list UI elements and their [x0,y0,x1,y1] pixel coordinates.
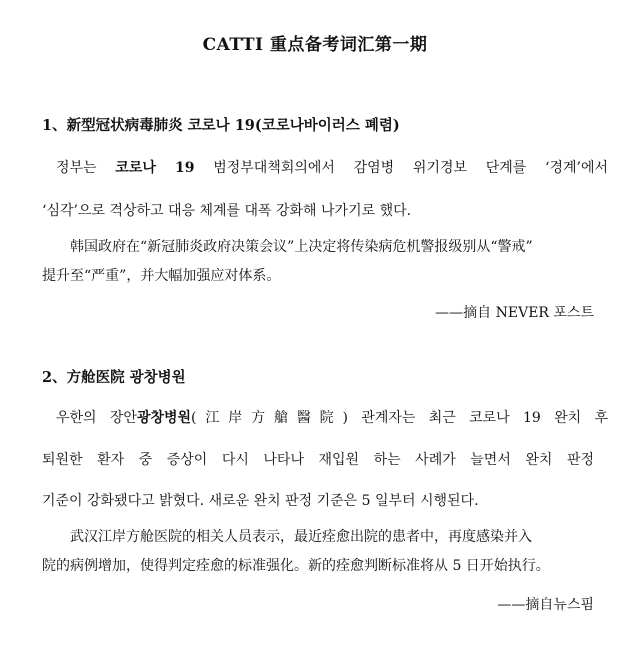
entry-1-korean-line-2: ‘심각’으로 격상하고 대응 체계를 대폭 강화해 나가기로 했다. [42,203,412,219]
entry-2-chinese-line-1: 武汉江岸方舱医院的相关人员表示，最近痊愈出院的患者中，再度感染并入 [70,529,532,545]
entry-2-source: ——摘自뉴스핌 [497,597,594,613]
entry-2-korean-line-1 [42,407,608,427]
entry-1-heading: 1、新型冠状病毒肺炎 코로나 19(코로나바이러스 폐렴) [42,117,400,134]
entry-1-korean-term: 코로나 19 [115,160,195,176]
entry-2-korean-text: (江岸方艙醫院) 관계자는 최근 코로나 19 완치 후 [191,410,608,426]
entry-2-chinese-line-2: 院的病例增加，使得判定痊愈的标准强化。新的痊愈判断标准将从 5 日开始执行。 [42,558,550,574]
document-title: CATTI 重点备考词汇第一期 [202,35,428,55]
entry-2-heading: 2、方舱医院 광창병원 [42,369,186,386]
entry-1-korean-text: 범정부대책회의에서 감염병 위기경보 단계를 ‘경계’에서 [194,160,609,176]
entry-2-korean-term: 광창병원 [136,410,192,426]
entry-1-korean-text: 정부는 [56,160,116,176]
entry-1-chinese-line-2: 提升至“严重”，并大幅加强应对体系。 [42,268,281,284]
entry-2-korean-line-2: 퇴원한 환자 중 증상이 다시 나타나 재입원 하는 사례가 늘면서 완치 판정 [42,452,594,468]
entry-2-korean-line-3: 기준이 강화됐다고 밝혔다. 새로운 완치 판정 기준은 5 일부터 시행된다. [42,493,479,509]
entry-1-source: ——摘自 NEVER 포스트 [435,305,594,321]
entry-1-korean-line-1 [42,157,608,177]
entry-1-chinese-line-1: 韩国政府在“新冠肺炎政府决策会议”上决定将传染病危机警报级别从“警戒” [70,239,533,255]
entry-2-korean-text: 우한의 장안 [56,410,137,426]
